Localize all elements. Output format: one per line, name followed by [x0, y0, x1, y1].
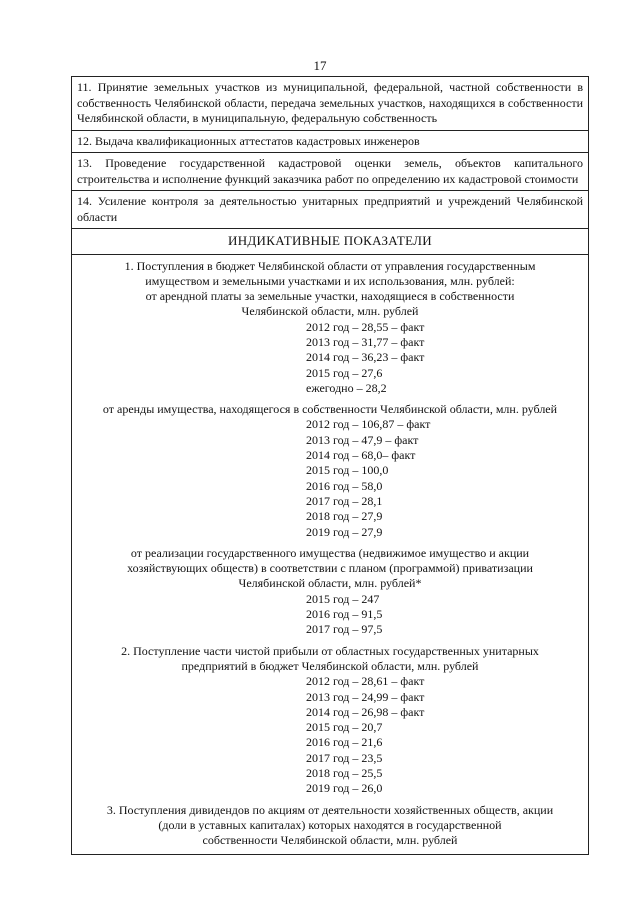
- value-line: 2018 год – 25,5: [306, 766, 383, 780]
- value-line: 2015 год – 20,7: [306, 720, 383, 735]
- value-line: 2012 год – 106,87 – факт: [306, 417, 431, 432]
- value-line: 2017 год – 23,5: [306, 750, 383, 765]
- value-line: 2014 год – 26,98 – факт: [306, 704, 425, 719]
- values-list: [306, 417, 446, 539]
- value-line: 2015 год – 27,6: [306, 365, 383, 380]
- value-line: 2014 год – 36,23 – факт: [306, 350, 425, 365]
- section-title-line: имуществом и земельными участками и их использования, млн. рублей:: [145, 273, 515, 288]
- section-title-line: Челябинской области, млн. рублей: [241, 304, 419, 319]
- section-title-line: Челябинской области, млн. рублей*: [238, 576, 422, 591]
- value-line: 2013 год – 47,9 – факт: [306, 432, 419, 447]
- value-line: 2017 год – 97,5: [306, 622, 383, 637]
- value-line: 2013 год – 31,77 – факт: [306, 334, 425, 349]
- section-title-line: от арендной платы за земельные участки, находящиеся в собственности: [145, 289, 515, 304]
- section-1b: [77, 402, 583, 540]
- indicators-body: [72, 255, 588, 855]
- value-line: 2019 год – 27,9: [306, 524, 383, 539]
- value-line: 2013 год – 24,99 – факт: [306, 689, 425, 704]
- section-title-line: 3. Поступления дивидендов по акциям от деятельности хозяйственных обществ, акции: [106, 802, 554, 817]
- values-list: [306, 320, 446, 396]
- value-line: 2017 год – 28,1: [306, 493, 383, 508]
- section-2: [77, 644, 583, 797]
- value-line: 2016 год – 91,5: [306, 607, 383, 622]
- section-title-line: от реализации государственного имущества (недвижимое имущество и акции: [130, 545, 530, 560]
- table-row: 12. Выдача квалификационных аттестатов кадастровых инженеров: [72, 131, 588, 154]
- section-title-line: хозяйствующих обществ) в соответствии с планом (программой) приватизации: [127, 561, 533, 576]
- value-line: 2015 год – 247: [306, 591, 380, 606]
- value-line: 2016 год – 58,0: [306, 478, 383, 493]
- section-3: [77, 803, 583, 849]
- section-1: [77, 259, 583, 397]
- section-title-line: 1. Поступления в бюджет Челябинской области от управления государственным: [124, 258, 536, 273]
- table-row: 14. Усиление контроля за деятельностью унитарных предприятий и учреждений Челябинской области: [72, 191, 588, 229]
- value-line: 2016 год – 21,6: [306, 735, 383, 750]
- value-line: 2019 год – 26,0: [306, 781, 383, 796]
- page-number: 17: [313, 58, 327, 73]
- section-title-line: (доли в уставных капиталах) которых находятся в государственной: [158, 817, 502, 832]
- table-row: 13. Проведение государственной кадастровой оценки земель, объектов капитального строительства и исполнение функций заказчика работ по определению их кадастровой стоимости: [72, 153, 588, 191]
- table-row: 11. Принятие земельных участков из муниципальной, федеральной, частной собственности в собственность Челябинской области, передача земельных участков, находящихся в собственности Челябинской области, в муниципальную, федеральную собственность: [72, 77, 588, 131]
- section-title-line: собственности Челябинской области, млн. рублей: [202, 833, 458, 848]
- value-line: 2012 год – 28,55 – факт: [306, 319, 425, 334]
- section-1c: [77, 546, 583, 638]
- section-title-line: предприятий в бюджет Челябинской области, млн. рублей: [181, 658, 479, 673]
- section-title-line: от аренды имущества, находящегося в собственности Челябинской области, млн. рублей: [102, 402, 558, 417]
- value-line: 2014 год – 68,0– факт: [306, 448, 416, 463]
- values-list: [306, 674, 446, 796]
- indicators-header: ИНДИКАТИВНЫЕ ПОКАЗАТЕЛИ: [72, 229, 588, 255]
- section-title-line: 2. Поступление части чистой прибыли от областных государственных унитарных: [121, 643, 539, 658]
- value-line: 2018 год – 27,9: [306, 509, 383, 524]
- value-line: 2012 год – 28,61 – факт: [306, 674, 425, 689]
- value-line: ежегодно – 28,2: [306, 380, 387, 395]
- values-list: [306, 592, 446, 638]
- document-table: [71, 76, 589, 855]
- value-line: 2015 год – 100,0: [306, 463, 389, 478]
